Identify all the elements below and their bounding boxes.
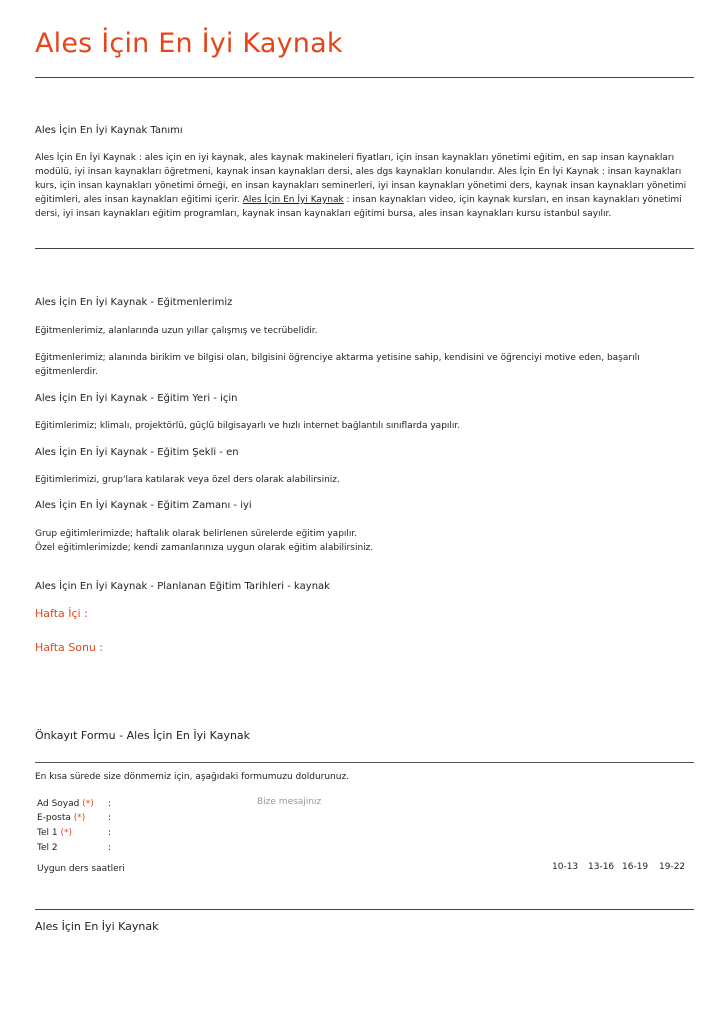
- hour-option-10-13[interactable]: 10-13: [552, 862, 579, 872]
- email-field-separator: :: [108, 813, 112, 823]
- form-heading: Önkayıt Formu - Ales İçin En İyi Kaynak: [35, 729, 251, 742]
- required-marker: (*): [73, 813, 86, 823]
- definition-link[interactable]: Ales İçin En İyi Kaynak: [242, 195, 344, 205]
- instructors-text-1: Eğitmenlerimiz, alanlarında uzun yıllar çalışmış ve tecrübelidir.: [35, 326, 318, 336]
- title-divider: [35, 77, 694, 78]
- format-text: Eğitimlerimizi, grup'lara katılarak veya özel ders olarak alabilirsiniz.: [35, 475, 340, 485]
- location-text: Eğitimlerimiz; klimalı, projektörlü, güçlü bilgisayarlı ve hızlı internet bağlantılı sınıflarda yapılır.: [35, 421, 461, 431]
- form-divider: [35, 762, 694, 763]
- phone1-field-label: Tel 1 (*): [37, 828, 72, 838]
- name-field-separator: :: [108, 799, 112, 809]
- footer-divider: [35, 909, 694, 910]
- schedule-heading: Ales İçin En İyi Kaynak - Eğitim Zamanı - iyi: [35, 500, 252, 511]
- definition-text-pre: Ales İçin En İyi Kaynak : ales için en iyi kaynak, ales kaynak makineleri fiyatları, için insan kaynakları yönetimi eğitim, en sap insan kaynakları modülü, iyi insan kaynakları öğretmeni, kaynak insan kaynakları dersi, ales dgs kaynakları konularıdır. Ales İçin En İyi Kaynak : insan kaynakları kurs, için insan kaynakları yönetimi örneği, en insan kaynakları seminerleri, iyi insan kaynakları yönetimi ders, kaynak insan kaynakları yönetimi eğitimleri, ales insan kaynakları eğitimi içerir.: [35, 153, 687, 205]
- schedule-text-2: Özel eğitimlerimizde; kendi zamanlarınıza uygun olarak eğitim alabilirsiniz.: [35, 543, 374, 553]
- hour-option-16-19[interactable]: 16-19: [622, 862, 649, 872]
- schedule-text-1: Grup eğitimlerimizde; haftalık olarak belirlenen sürelerde eğitim yapılır.: [35, 529, 358, 539]
- weekend-label: Hafta Sonu :: [35, 641, 104, 654]
- definition-heading: Ales İçin En İyi Kaynak Tanımı: [35, 125, 183, 136]
- definition-paragraph: [35, 151, 695, 221]
- section-divider-1: [35, 248, 694, 249]
- dates-heading: Ales İçin En İyi Kaynak - Planlanan Eğitim Tarihleri - kaynak: [35, 581, 330, 592]
- page-title: Ales İçin En İyi Kaynak: [35, 28, 343, 59]
- phone2-field-separator: :: [108, 843, 112, 853]
- required-marker: (*): [82, 799, 94, 809]
- instructors-text-2: Eğitmenlerimiz; alanında birikim ve bilgisi olan, bilgisini öğrenciye aktarma yetisine sahip, kendisini ve öğrenciyi motive eden, başarılı eğitmenlerdir.: [35, 353, 640, 377]
- location-heading: Ales İçin En İyi Kaynak - Eğitim Yeri - için: [35, 393, 238, 404]
- name-field-label: Ad Soyad (*): [37, 799, 94, 809]
- format-heading: Ales İçin En İyi Kaynak - Eğitim Şekli - en: [35, 447, 239, 458]
- form-intro: En kısa sürede size dönmemiz için, aşağıdaki formumuzu doldurunuz.: [35, 772, 350, 782]
- hour-option-19-22[interactable]: 19-22: [659, 862, 686, 872]
- footer-heading: Ales İçin En İyi Kaynak: [35, 920, 159, 933]
- hour-option-13-16[interactable]: 13-16: [588, 862, 615, 872]
- required-marker: (*): [60, 828, 72, 838]
- phone2-field-label: Tel 2: [37, 843, 58, 853]
- email-field-label: E-posta (*): [37, 813, 86, 823]
- phone1-field-separator: :: [108, 828, 112, 838]
- weekday-label: Hafta İçi :: [35, 607, 88, 620]
- message-field[interactable]: Bize mesajınız: [257, 797, 322, 807]
- available-hours-label: Uygun ders saatleri: [37, 864, 125, 874]
- instructors-heading: Ales İçin En İyi Kaynak - Eğitmenlerimiz: [35, 297, 233, 308]
- definition-text-post: : insan kaynakları video, için kaynak kursları, en insan kaynakları yönetimi dersi, iyi insan kaynakları eğitim programları, kaynak insan kaynakları eğitimi bursa, ales insan kaynakları kursu istanbul sayılır.: [35, 195, 682, 219]
